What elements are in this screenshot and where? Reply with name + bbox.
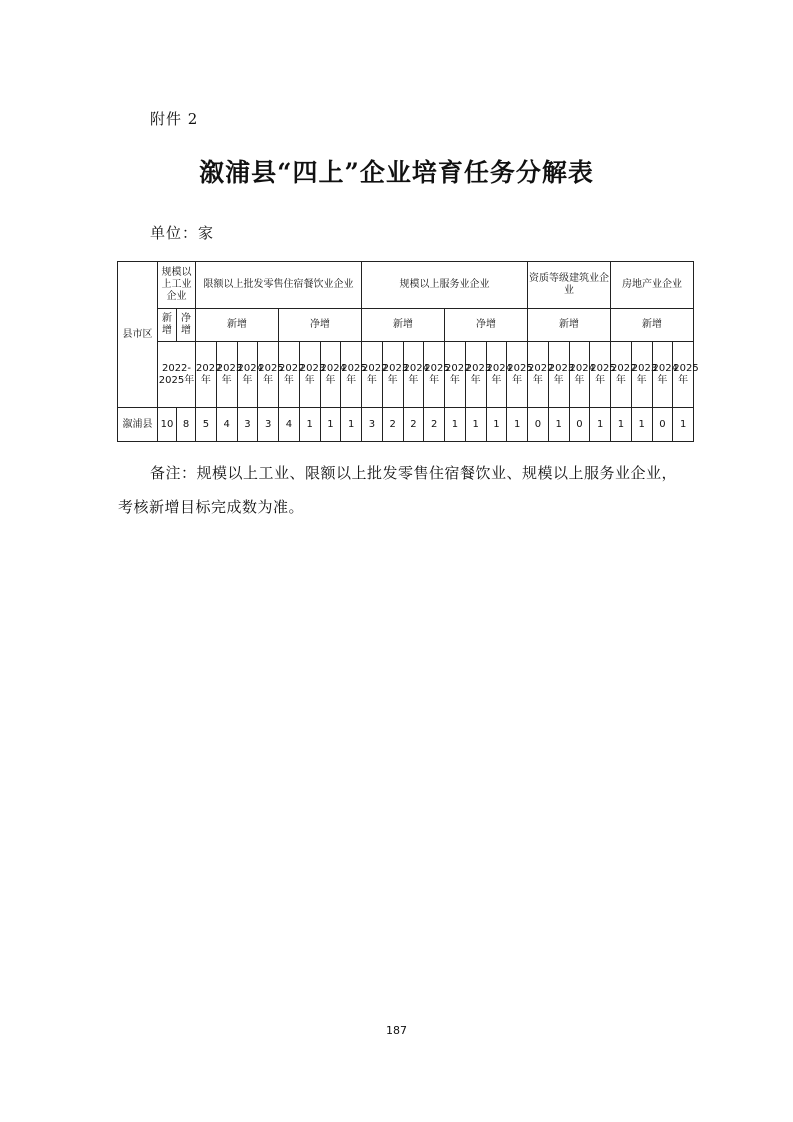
service-new-header: 新增 [362,309,445,342]
service-new-value: 2 [403,408,424,442]
category-construction: 资质等级建筑业企业 [528,262,611,309]
industrial-new-header: 新增 [158,309,177,342]
wholesale-new-value: 4 [216,408,237,442]
service-net-header: 净增 [445,309,528,342]
unit-label: 单位：家 [150,224,215,242]
year-header: 2023年 [216,342,237,408]
industrial-new-value: 10 [158,408,177,442]
wholesale-net-value: 1 [341,408,362,442]
wholesale-net-header: 净增 [279,309,362,342]
year-header: 2025年 [507,342,528,408]
task-breakdown-table [117,261,699,442]
region-cell: 溆浦县 [118,408,158,442]
year-header: 2025年 [424,342,445,408]
year-header: 2025年 [258,342,279,408]
year-header: 2022年 [528,342,549,408]
year-header: 2022年 [611,342,632,408]
wholesale-new-value: 3 [237,408,258,442]
service-net-value: 1 [507,408,528,442]
realestate-new-value: 0 [652,408,673,442]
construction-new-value: 0 [569,408,590,442]
wholesale-net-value: 4 [279,408,300,442]
year-header: 2024年 [237,342,258,408]
construction-new-value: 1 [548,408,569,442]
wholesale-new-value: 3 [258,408,279,442]
note-text: 备注：规模以上工业、限额以上批发零售住宿餐饮业、规模以上服务业企业，考核新增目标完成数为准。 [118,464,678,516]
year-header: 2024年 [569,342,590,408]
service-new-value: 3 [362,408,383,442]
period-header: 2022-2025年 [158,342,196,408]
service-net-value: 1 [486,408,507,442]
page-title: 溆浦县“四上”企业培育任务分解表 [199,158,594,187]
construction-new-value: 1 [590,408,611,442]
realestate-new-header: 新增 [611,309,694,342]
wholesale-new-header: 新增 [196,309,279,342]
construction-new-header: 新增 [528,309,611,342]
category-wholesale: 限额以上批发零售住宿餐饮业企业 [196,262,362,309]
realestate-new-value: 1 [673,408,694,442]
year-header: 2023年 [631,342,652,408]
region-header: 县市区 [118,262,158,408]
year-header: 2023年 [382,342,403,408]
year-header: 2022年 [279,342,300,408]
year-header: 2023年 [465,342,486,408]
industrial-net-value: 8 [177,408,196,442]
year-header: 2023年 [548,342,569,408]
year-header: 2024年 [403,342,424,408]
year-header: 2024年 [652,342,673,408]
wholesale-net-value: 1 [320,408,341,442]
service-net-value: 1 [465,408,486,442]
industrial-net-header: 净增 [177,309,196,342]
category-industrial: 规模以上工业企业 [158,262,196,309]
attachment-label: 附件 2 [150,110,199,128]
year-header: 2022年 [196,342,217,408]
year-header: 2024年 [486,342,507,408]
category-realestate: 房地产业企业 [611,262,694,309]
year-header: 2025年 [673,342,694,408]
page-number: 187 [386,1024,407,1037]
construction-new-value: 0 [528,408,549,442]
wholesale-net-value: 1 [299,408,320,442]
service-new-value: 2 [424,408,445,442]
category-service: 规模以上服务业企业 [362,262,528,309]
wholesale-new-value: 5 [196,408,217,442]
year-header: 2022年 [362,342,383,408]
realestate-new-value: 1 [611,408,632,442]
table-row [118,408,694,442]
service-net-value: 1 [445,408,466,442]
service-new-value: 2 [382,408,403,442]
year-header: 2025年 [590,342,611,408]
year-header: 2025年 [341,342,362,408]
year-header: 2024年 [320,342,341,408]
realestate-new-value: 1 [631,408,652,442]
year-header: 2023年 [299,342,320,408]
year-header: 2022年 [445,342,466,408]
